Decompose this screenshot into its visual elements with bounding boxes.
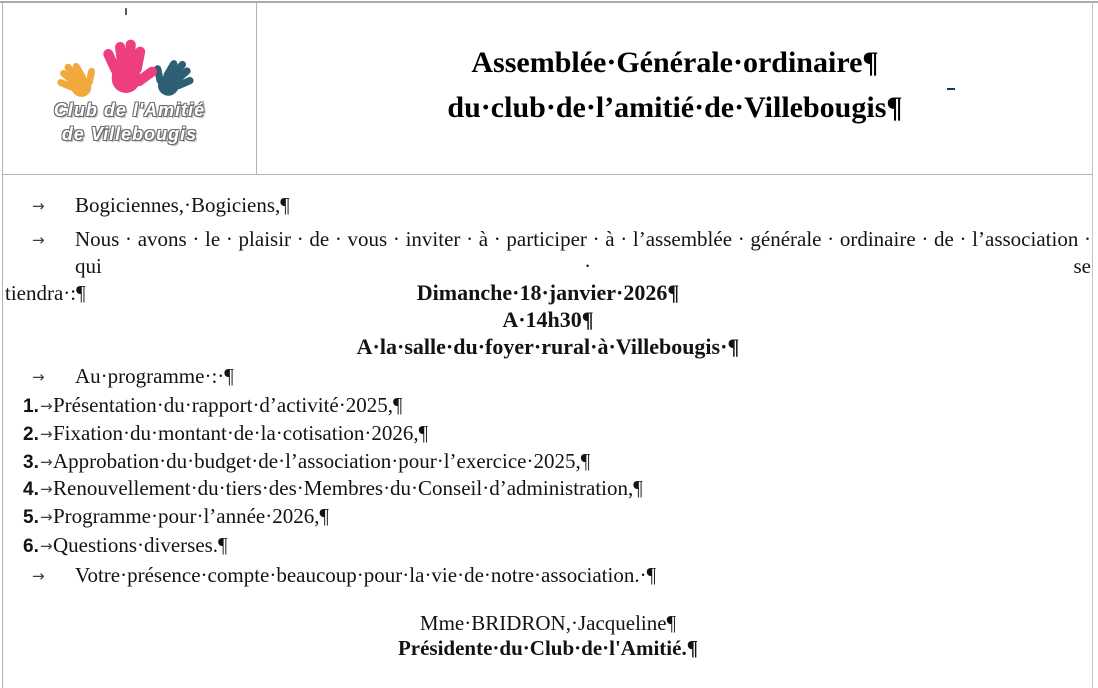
agenda-item-3 — [3, 448, 1093, 475]
salutation-text: Bogiciennes,·Bogiciens,¶ — [75, 193, 290, 217]
agenda-text: Approbation·du·budget·de·l’association·pour·l’exercice·2025,¶ — [53, 449, 591, 473]
agenda-text: Renouvellement·du·tiers·des·Membres·du·Conseil·d’administration,¶ — [53, 476, 643, 500]
tab-mark-icon: → — [40, 508, 53, 526]
paragraph-presence — [3, 562, 1098, 589]
signature-name: Mme·BRIDRON,·Jacqueline¶ — [419, 611, 677, 635]
pink-hand-icon — [108, 45, 152, 93]
orange-hand-icon — [56, 57, 101, 102]
tab-mark-icon: → — [40, 397, 53, 415]
agenda-text: Programme·pour·l’année·2026,¶ — [53, 504, 330, 528]
title-line1: Assemblée·Générale·ordinaire¶ — [471, 46, 879, 79]
meeting-place: A·la·salle·du·foyer·rural·à·Villebougis·¶ — [356, 334, 740, 359]
invitation-line1: Nous · avons · le · plaisir · de · vous · inviter · à · participer · à · l’assemblée · générale · ordinaire · de · l’association · qui · se — [75, 227, 1091, 278]
tab-mark-icon: → — [40, 425, 53, 443]
logo-text-line1: Club de l'Amitié — [53, 100, 206, 120]
logo-text-line2: de Villebougis — [61, 124, 198, 144]
agenda-item-2 — [3, 420, 1093, 447]
teal-hand-icon — [147, 54, 194, 101]
tab-mark-icon: → — [32, 368, 45, 386]
tab-mark-icon: → — [32, 197, 45, 215]
tab-mark-icon: → — [32, 231, 45, 249]
agenda-item-6 — [3, 532, 1093, 559]
agenda-number: 3. — [23, 452, 39, 473]
tab-mark-icon: → — [40, 480, 53, 498]
signature-title: Présidente·du·Club·de·l'Amitié.¶ — [397, 636, 699, 660]
agenda-text: Fixation·du·montant·de·la·cotisation·2026,¶ — [53, 421, 429, 445]
agenda-item-4 — [3, 475, 1093, 502]
agenda-text: Questions·diverses.¶ — [53, 533, 228, 557]
agenda-item-1 — [3, 392, 1093, 419]
paragraph-programme — [3, 363, 1098, 390]
agenda-number: 6. — [23, 536, 39, 557]
header-row-separator — [2, 174, 1093, 175]
programme-text: Au·programme·:·¶ — [75, 364, 234, 388]
paragraph-salutation — [3, 192, 1098, 219]
club-logo — [3, 3, 256, 174]
agenda-item-5 — [3, 503, 1093, 530]
meeting-date-block — [3, 279, 1098, 360]
meeting-time: A·14h30¶ — [502, 307, 594, 332]
invitation-line2: tiendra·:¶ — [5, 281, 86, 305]
agenda-text: Présentation·du·rapport·d’activité·2025,¶ — [53, 393, 403, 417]
tab-mark-icon: → — [40, 453, 53, 471]
meeting-date: Dimanche·18·janvier·2026¶ — [416, 280, 680, 305]
presence-text: Votre·présence·compte·beaucoup·pour·la·vie·de·notre·association.·¶ — [75, 563, 657, 587]
tab-mark-icon: → — [32, 567, 45, 585]
title-line2: du·club·de·l’amitié·de·Villebougis¶ — [447, 91, 903, 124]
document-title — [257, 40, 1093, 130]
three-hands-icon — [31, 29, 231, 109]
caret-mark — [947, 88, 955, 90]
agenda-number: 1. — [23, 396, 39, 417]
agenda-number: 5. — [23, 507, 39, 528]
agenda-number: 4. — [23, 479, 39, 500]
agenda-number: 2. — [23, 424, 39, 445]
tab-mark-icon: → — [40, 537, 53, 555]
